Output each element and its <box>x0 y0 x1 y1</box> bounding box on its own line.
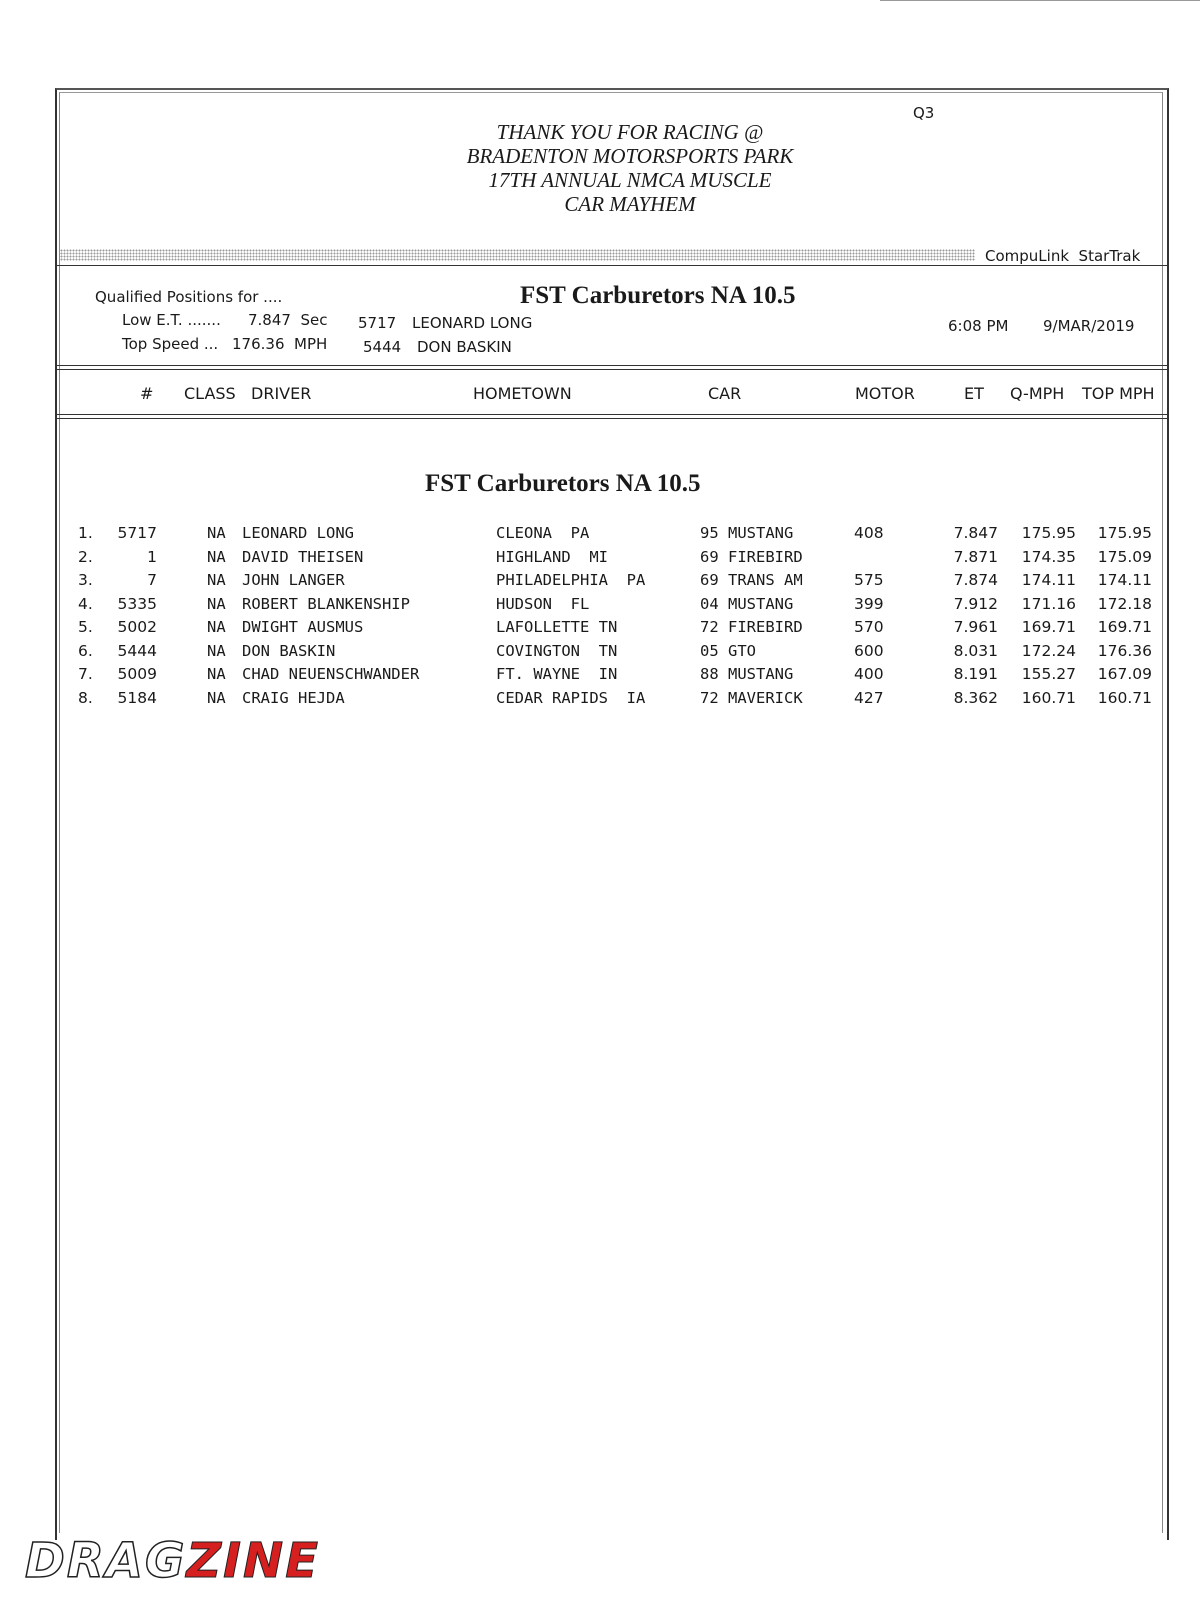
row-top-mph: 175.09 <box>1097 547 1152 566</box>
corner-code: Q3 <box>913 104 935 122</box>
row-et: 8.191 <box>953 665 998 683</box>
row-car: 04 MUSTANG <box>700 594 794 613</box>
class-title: FST Carburetors NA 10.5 <box>520 282 796 309</box>
table-row <box>0 548 1200 572</box>
row-car-number: 5002 <box>117 618 157 636</box>
col-num: # <box>140 384 154 403</box>
col-car: CAR <box>708 384 742 403</box>
dotted-separator <box>60 249 975 261</box>
row-class: NA <box>207 524 226 542</box>
row-hometown: CEDAR RAPIDS IA <box>496 688 646 707</box>
row-hometown: CLEONA PA <box>496 524 590 542</box>
row-hometown: HUDSON FL <box>496 594 590 613</box>
row-car-number: 5335 <box>117 594 157 613</box>
section-title: FST Carburetors NA 10.5 <box>425 470 701 497</box>
top-speed-car-number: 5444 <box>363 338 402 356</box>
dragzine-logo <box>25 1533 320 1589</box>
col-et: ET <box>964 384 984 403</box>
row-qmph: 171.16 <box>1021 594 1076 613</box>
row-car-number: 5009 <box>117 665 157 683</box>
row-motor: 575 <box>854 571 884 589</box>
row-car: 88 MUSTANG <box>700 665 794 683</box>
thanks-line: BRADENTON MOTORSPORTS PARK <box>466 144 794 168</box>
row-class: NA <box>207 688 226 707</box>
thanks-line: 17TH ANNUAL NMCA MUSCLE <box>488 168 772 192</box>
row-hometown: PHILADELPHIA PA <box>496 571 646 589</box>
logo-part: ZINE <box>186 1533 320 1589</box>
row-hometown: FT. WAYNE IN <box>496 665 618 683</box>
row-qmph: 175.95 <box>1021 524 1076 542</box>
row-hometown: COVINGTON TN <box>496 641 618 660</box>
row-position: 4. <box>78 594 93 613</box>
top-speed-driver: DON BASKIN <box>417 338 512 356</box>
divider <box>55 414 1167 415</box>
row-motor: 570 <box>854 618 884 636</box>
row-et: 7.871 <box>953 547 998 566</box>
logo-part: DRAG <box>25 1533 187 1589</box>
report-date: 9/MAR/2019 <box>1043 317 1135 335</box>
row-motor: 600 <box>854 641 884 660</box>
row-driver: JOHN LANGER <box>242 571 345 589</box>
row-top-mph: 169.71 <box>1097 618 1152 636</box>
thanks-line: THANK YOU FOR RACING @ <box>496 120 764 144</box>
low-et-driver: LEONARD LONG <box>412 314 533 332</box>
row-et: 7.874 <box>953 571 998 589</box>
row-motor: 408 <box>854 524 884 542</box>
table-row <box>0 595 1200 619</box>
row-qmph: 174.11 <box>1021 571 1076 589</box>
row-car-number: 7 <box>147 571 157 589</box>
table-row <box>0 524 1200 548</box>
row-car-number: 5444 <box>117 641 157 660</box>
row-position: 3. <box>78 571 93 589</box>
row-class: NA <box>207 641 226 660</box>
row-driver: DAVID THEISEN <box>242 547 364 566</box>
row-top-mph: 174.11 <box>1097 571 1152 589</box>
row-et: 8.031 <box>953 641 998 660</box>
report-time: 6:08 PM <box>948 317 1009 335</box>
row-driver: LEONARD LONG <box>242 524 354 542</box>
row-motor: 427 <box>854 688 884 707</box>
row-driver: DON BASKIN <box>242 641 336 660</box>
row-top-mph: 160.71 <box>1097 688 1152 707</box>
row-qmph: 174.35 <box>1021 547 1076 566</box>
row-car: 72 FIREBIRD <box>700 618 803 636</box>
row-driver: DWIGHT AUSMUS <box>242 618 364 636</box>
row-car-number: 5184 <box>117 688 157 707</box>
low-et-car-number: 5717 <box>358 314 397 332</box>
row-car-number: 5717 <box>117 524 157 542</box>
row-driver: CRAIG HEJDA <box>242 688 345 707</box>
row-position: 2. <box>78 547 93 566</box>
row-top-mph: 176.36 <box>1097 641 1152 660</box>
row-driver: CHAD NEUENSCHWANDER <box>242 665 420 683</box>
row-et: 7.847 <box>953 524 998 542</box>
row-motor: 399 <box>854 594 884 613</box>
row-qmph: 169.71 <box>1021 618 1076 636</box>
col-class: CLASS <box>184 384 236 403</box>
scan-edge-line <box>880 0 1200 1</box>
row-position: 1. <box>78 524 93 542</box>
top-speed-label: Top Speed ... <box>122 335 219 353</box>
row-et: 7.912 <box>953 594 998 613</box>
divider <box>55 365 1167 366</box>
row-qmph: 155.27 <box>1021 665 1076 683</box>
row-et: 8.362 <box>953 688 998 707</box>
divider <box>55 265 1167 266</box>
row-position: 5. <box>78 618 93 636</box>
col-qmph: Q-MPH <box>1010 384 1065 403</box>
col-motor: MOTOR <box>855 384 915 403</box>
row-top-mph: 175.95 <box>1097 524 1152 542</box>
row-top-mph: 172.18 <box>1097 594 1152 613</box>
row-class: NA <box>207 594 226 613</box>
row-qmph: 160.71 <box>1021 688 1076 707</box>
row-qmph: 172.24 <box>1021 641 1076 660</box>
row-car: 05 GTO <box>700 641 756 660</box>
table-row <box>0 618 1200 642</box>
row-hometown: LAFOLLETTE TN <box>496 618 618 636</box>
row-position: 6. <box>78 641 93 660</box>
row-car: 69 TRANS AM <box>700 571 803 589</box>
brand-label: CompuLink StarTrak <box>985 247 1141 265</box>
col-top-mph: TOP MPH <box>1082 384 1155 403</box>
row-top-mph: 167.09 <box>1097 665 1152 683</box>
col-driver: DRIVER <box>251 384 312 403</box>
thank-you-header <box>380 120 880 216</box>
table-row <box>0 665 1200 689</box>
thanks-line: CAR MAYHEM <box>564 192 696 216</box>
row-car-number: 1 <box>147 547 157 566</box>
top-speed-value: 176.36 MPH <box>232 335 328 353</box>
row-car: 69 FIREBIRD <box>700 547 803 566</box>
row-class: NA <box>207 618 226 636</box>
row-position: 8. <box>78 688 93 707</box>
table-row <box>0 571 1200 595</box>
row-class: NA <box>207 665 226 683</box>
row-car: 72 MAVERICK <box>700 688 803 707</box>
row-hometown: HIGHLAND MI <box>496 547 608 566</box>
row-motor: 400 <box>854 665 884 683</box>
table-row <box>0 642 1200 666</box>
low-et-label: Low E.T. ....... <box>122 311 221 329</box>
col-hometown: HOMETOWN <box>473 384 572 403</box>
table-row <box>0 689 1200 713</box>
row-class: NA <box>207 547 226 566</box>
qualified-label: Qualified Positions for .... <box>95 288 283 306</box>
row-et: 7.961 <box>953 618 998 636</box>
row-car: 95 MUSTANG <box>700 524 794 542</box>
divider <box>55 369 1167 370</box>
row-class: NA <box>207 571 226 589</box>
row-driver: ROBERT BLANKENSHIP <box>242 594 410 613</box>
low-et-value: 7.847 Sec <box>248 311 328 329</box>
row-position: 7. <box>78 665 93 683</box>
divider <box>55 418 1167 419</box>
